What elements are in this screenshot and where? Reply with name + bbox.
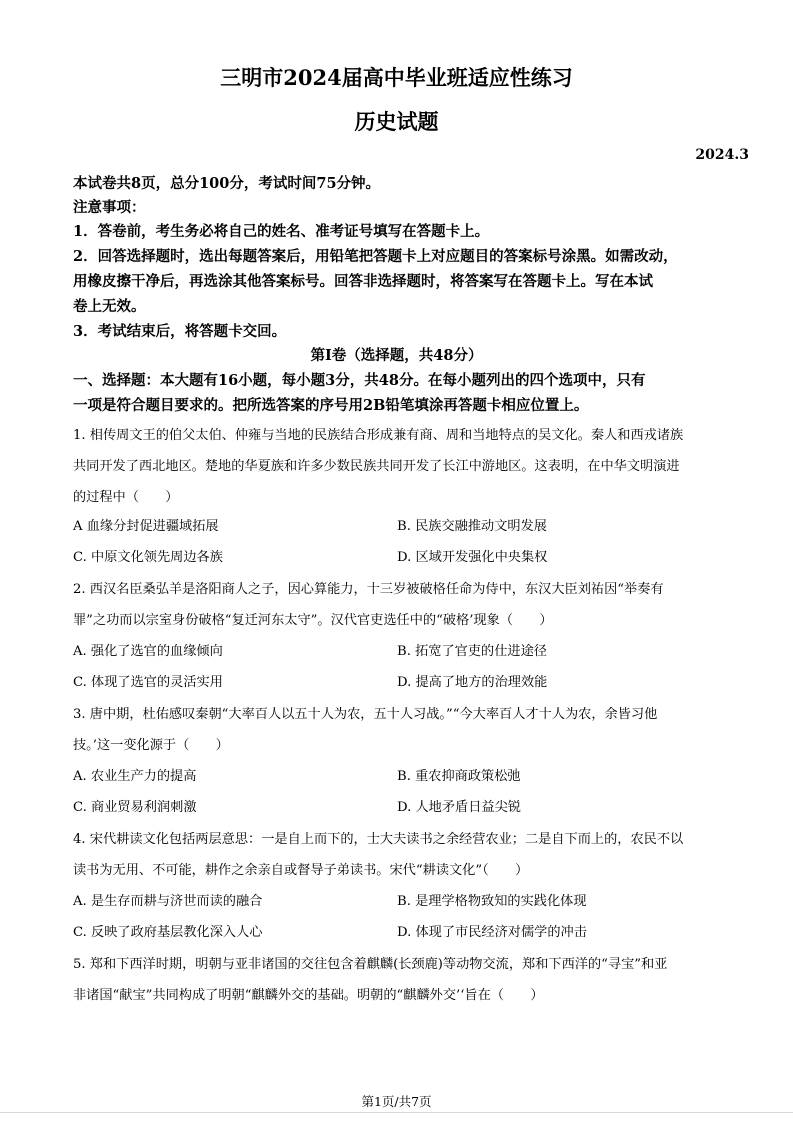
question-5-line: 非诸国“献宝”共同构成了明朝“麒麟外交的基础。明朝的“麒麟外交’‘旨在（ ）: [73, 988, 544, 1003]
question-1-option-a: A 血缘分封促进疆域拓展: [73, 519, 219, 534]
notice-line: 用橡皮擦干净后，再选涂其他答案标号。回答非选择题时，将答案写在答题卡上。写在本试: [73, 273, 653, 290]
question-1-line: 1. 相传周文王的伯父太伯、仲雍与当地的民族结合形成兼有商、周和当地特点的吴文化。秦人和西戎诸族: [73, 428, 684, 443]
exam-date: 2024.3: [695, 147, 749, 163]
question-2-line: 2. 西汉名臣桑弘羊是洛阳商人之子，因心算能力，十三岁被破格任命为侍中，东汉大臣刘祐因“举奏有: [73, 582, 664, 597]
question-4-line: 4. 宋代耕读文化包括两层意思：一是自上而下的，士大夫读书之余经营农业；二是自下而上的，农民不以: [73, 832, 684, 847]
question-2-option-b: B. 拓宽了官吏的仕进途径: [397, 644, 547, 659]
section-instruction: 一项是符合题目要求的。把所选答案的序号用2B铅笔填涂再答题卡相应位置上。: [73, 397, 589, 414]
exam-title: 三明市2024届高中毕业班适应性练习: [220, 65, 573, 90]
question-4-line: 读书为无用、不可能，耕作之余亲自或督导子弟读书。宋代“耕读文化”（ ）: [73, 863, 529, 878]
section-instruction: 一、选择题：本大题有16小题，每小题3分，共48分。在每小题列出的四个选项中，只有: [73, 372, 646, 389]
question-3-line: 3. 唐中期，杜佑感叹秦朝“大率百人以五十人为农，五十人习战。”“今大率百人才十人为农，余皆习他: [73, 707, 658, 722]
question-1-line: 的过程中（ ）: [73, 490, 179, 505]
question-5-line: 5. 郑和下西洋时期，明朝与亚非诸国的交往包含着麒麟(长颈鹿)等动物交流，郑和下西洋的“寻宝”和亚: [73, 957, 668, 972]
question-2-line: 罪”之功而以宗室身份破格“复迁河东太守”。汉代官吏选任中的“破格’现象（ ）: [73, 613, 553, 628]
notice-line: 3．考试结束后，将答题卡交回。: [73, 323, 287, 340]
subject-title: 历史试题: [354, 109, 439, 134]
question-2-option-c: C. 体现了选官的灵活实用: [73, 675, 223, 690]
question-4-option-a: A. 是生存而耕与济世而读的融合: [73, 894, 263, 909]
exam-summary: 本试卷共8页，总分100分，考试时间75分钟。: [73, 175, 381, 192]
question-2-option-d: D. 提高了地方的治理效能: [397, 675, 548, 690]
question-3-option-d: D. 人地矛盾日益尖锐: [397, 800, 521, 815]
notice-line: 1．答卷前，考生务必将自己的姓名、准考证号填写在答题卡上。: [73, 223, 490, 240]
question-4-option-b: B. 是理学格物致知的实践化体现: [397, 894, 587, 909]
question-1-line: 共同开发了西北地区。楚地的华夏族和许多少数民族共同开发了长江中游地区。这表明，在中华文明演进: [73, 459, 680, 474]
question-3-option-a: A. 农业生产力的提高: [73, 769, 197, 784]
notice-line: 卷上无效。: [73, 298, 146, 315]
page-number: 第1页/共7页: [361, 1094, 432, 1109]
question-1-option-b: B. 民族交融推动文明发展: [397, 519, 547, 534]
question-3-line: 技。’这一变化源于（ ）: [73, 738, 229, 753]
question-3-option-c: C. 商业贸易利润刺激: [73, 800, 197, 815]
question-2-option-a: A. 强化了选官的血缘倾向: [73, 644, 223, 659]
question-4-option-d: D. 体现了市民经济对儒学的冲击: [397, 925, 587, 940]
question-3-option-b: B. 重农抑商政策松弛: [397, 769, 521, 784]
question-4-option-c: C. 反映了政府基层教化深入人心: [73, 925, 263, 940]
notice-line: 2．回答选择题时，选出每题答案后，用铅笔把答题卡上对应题目的答案标号涂黑。如需改动，: [73, 248, 678, 265]
section-heading: 第Ⅰ卷（选择题，共48分）: [310, 347, 483, 364]
footer-divider: [0, 1112, 793, 1113]
question-1-option-c: C. 中原文化领先周边各族: [73, 550, 223, 565]
question-1-option-d: D. 区域开发强化中央集权: [397, 550, 548, 565]
notice-title: 注意事项：: [73, 199, 146, 216]
